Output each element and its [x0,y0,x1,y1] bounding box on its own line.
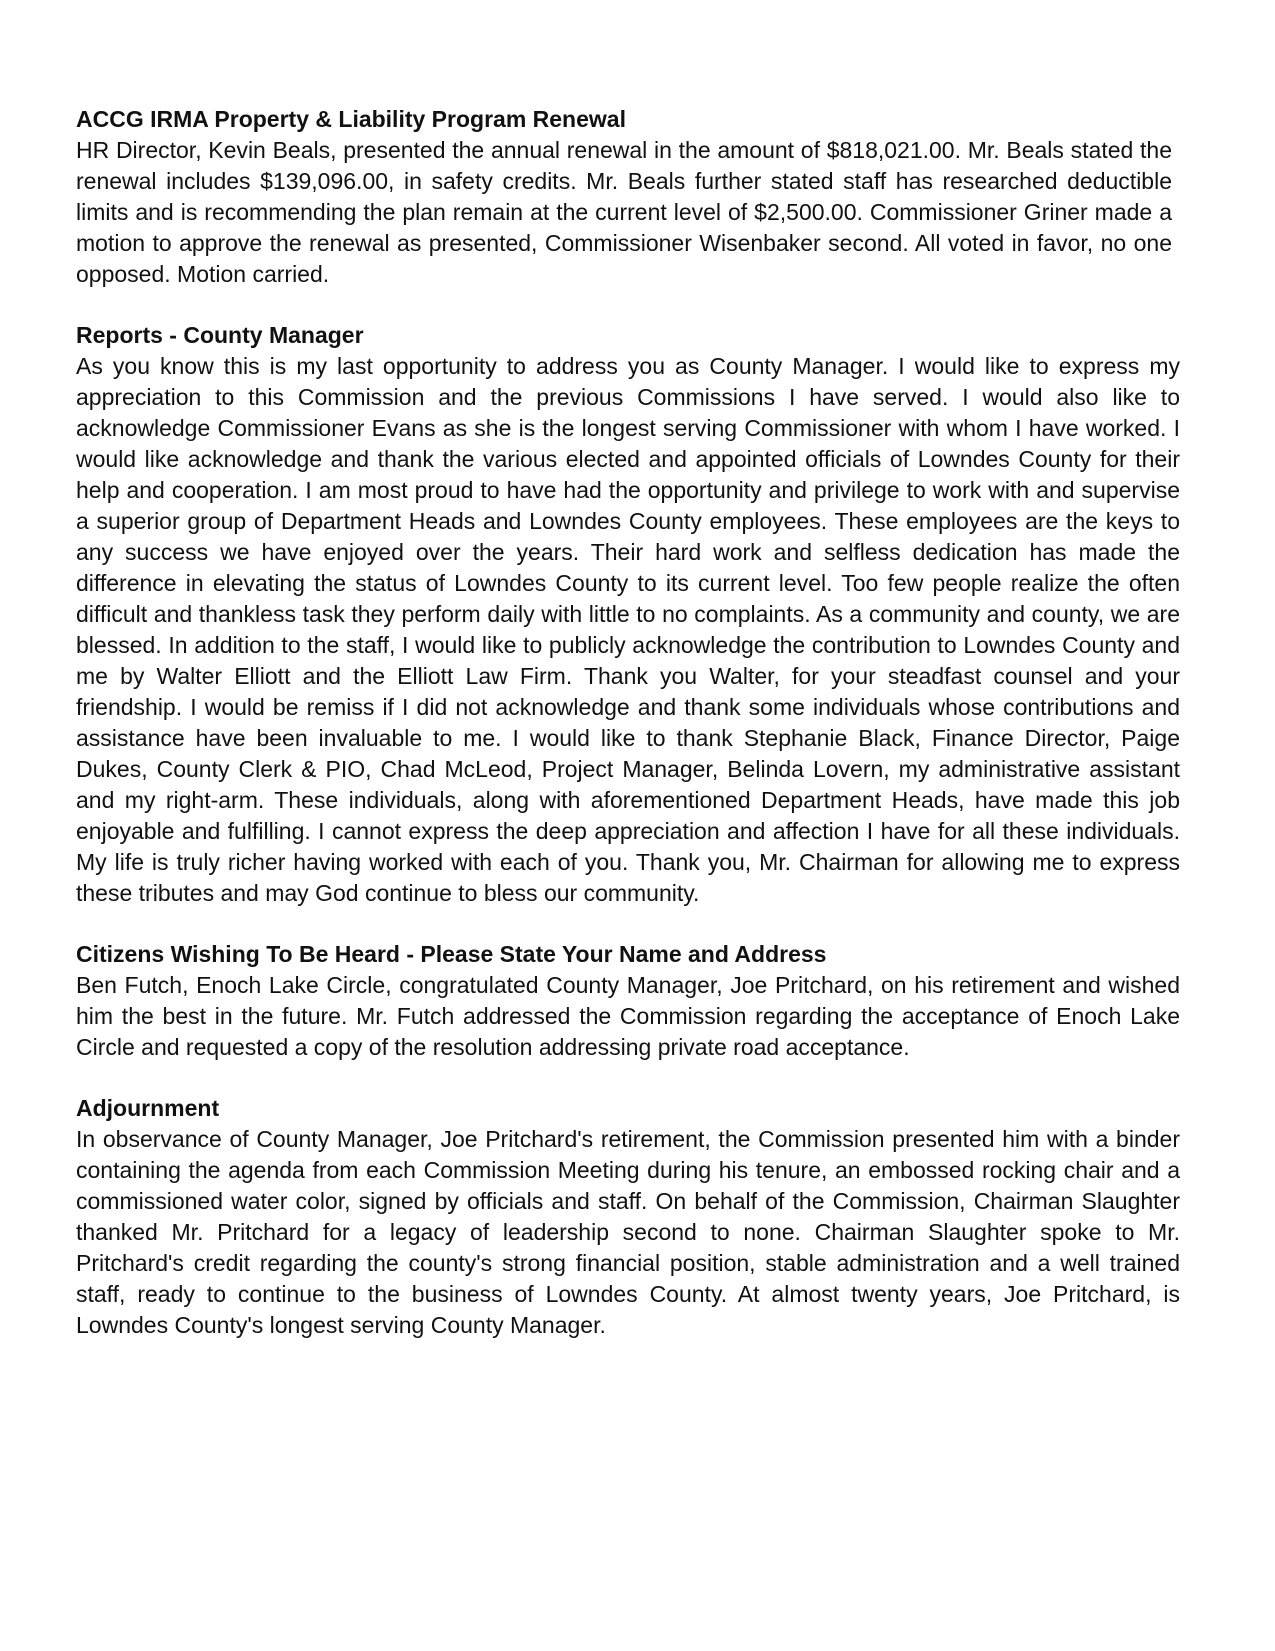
section-reports-county-manager [76,320,1180,909]
section-body: As you know this is my last opportunity to address you as County Manager. I would like to express my appreciation to this Commission and the previous Commissions I have served. I would also like to acknowledge Commissioner Evans as she is the longest serving Commissioner with whom I have worked. I would like acknowledge and thank the various elected and appointed officials of Lowndes County for their help and cooperation. I am most proud to have had the opportunity and privilege to work with and supervise a superior group of Department Heads and Lowndes County employees. These employees are the keys to any success we have enjoyed over the years. Their hard work and selfless dedication has made the difference in elevating the status of Lowndes County to its current level. Too few people realize the often difficult and thankless task they perform daily with little to no complaints. As a community and county, we are blessed. In addition to the staff, I would like to publicly acknowledge the contribution to Lowndes County and me by Walter Elliott and the Elliott Law Firm. Thank you Walter, for your steadfast counsel and your friendship. I would be remiss if I did not acknowledge and thank some individuals whose contributions and assistance have been invaluable to me. I would like to thank Stephanie Black, Finance Director, Paige Dukes, County Clerk & PIO, Chad McLeod, Project Manager, Belinda Lovern, my administrative assistant and my right-arm. These individuals, along with aforementioned Department Heads, have made this job enjoyable and fulfilling. I cannot express the deep appreciation and affection I have for all these individuals. My life is truly richer having worked with each of you. Thank you, Mr. Chairman for allowing me to express these tributes and may God continue to bless our community. [76,353,1180,906]
section-heading: ACCG IRMA Property & Liability Program Renewal [76,106,626,132]
section-body: HR Director, Kevin Beals, presented the annual renewal in the amount of $818,021.00. Mr. Beals stated the renewal includes $139,096.00, in safety credits. Mr. Beals further stated staff has researched deductible limits and is recommending the plan remain at the current level of $2,500.00. Commissioner Griner made a motion to approve the renewal as presented, Commissioner Wisenbaker second. All voted in favor, no one opposed. Motion carried. [76,137,1172,287]
document-page [76,104,1180,1371]
section-heading: Citizens Wishing To Be Heard - Please State Your Name and Address [76,941,827,967]
section-citizens-wishing-to-be-heard [76,939,1180,1063]
section-heading: Adjournment [76,1095,220,1121]
section-body: In observance of County Manager, Joe Pritchard's retirement, the Commission presented him with a binder containing the agenda from each Commission Meeting during his tenure, an embossed rocking chair and a commissioned water color, signed by officials and staff. On behalf of the Commission, Chairman Slaughter thanked Mr. Pritchard for a legacy of leadership second to none. Chairman Slaughter spoke to Mr. Pritchard's credit regarding the county's strong financial position, stable administration and a well trained staff, ready to continue to the business of Lowndes County. At almost twenty years, Joe Pritchard, is Lowndes County's longest serving County Manager. [76,1126,1180,1338]
section-heading: Reports - County Manager [76,322,364,348]
section-adjournment [76,1093,1180,1341]
section-property-liability-renewal [76,104,1180,290]
section-body: Ben Futch, Enoch Lake Circle, congratulated County Manager, Joe Pritchard, on his retirement and wished him the best in the future. Mr. Futch addressed the Commission regarding the acceptance of Enoch Lake Circle and requested a copy of the resolution addressing private road acceptance. [76,972,1180,1060]
